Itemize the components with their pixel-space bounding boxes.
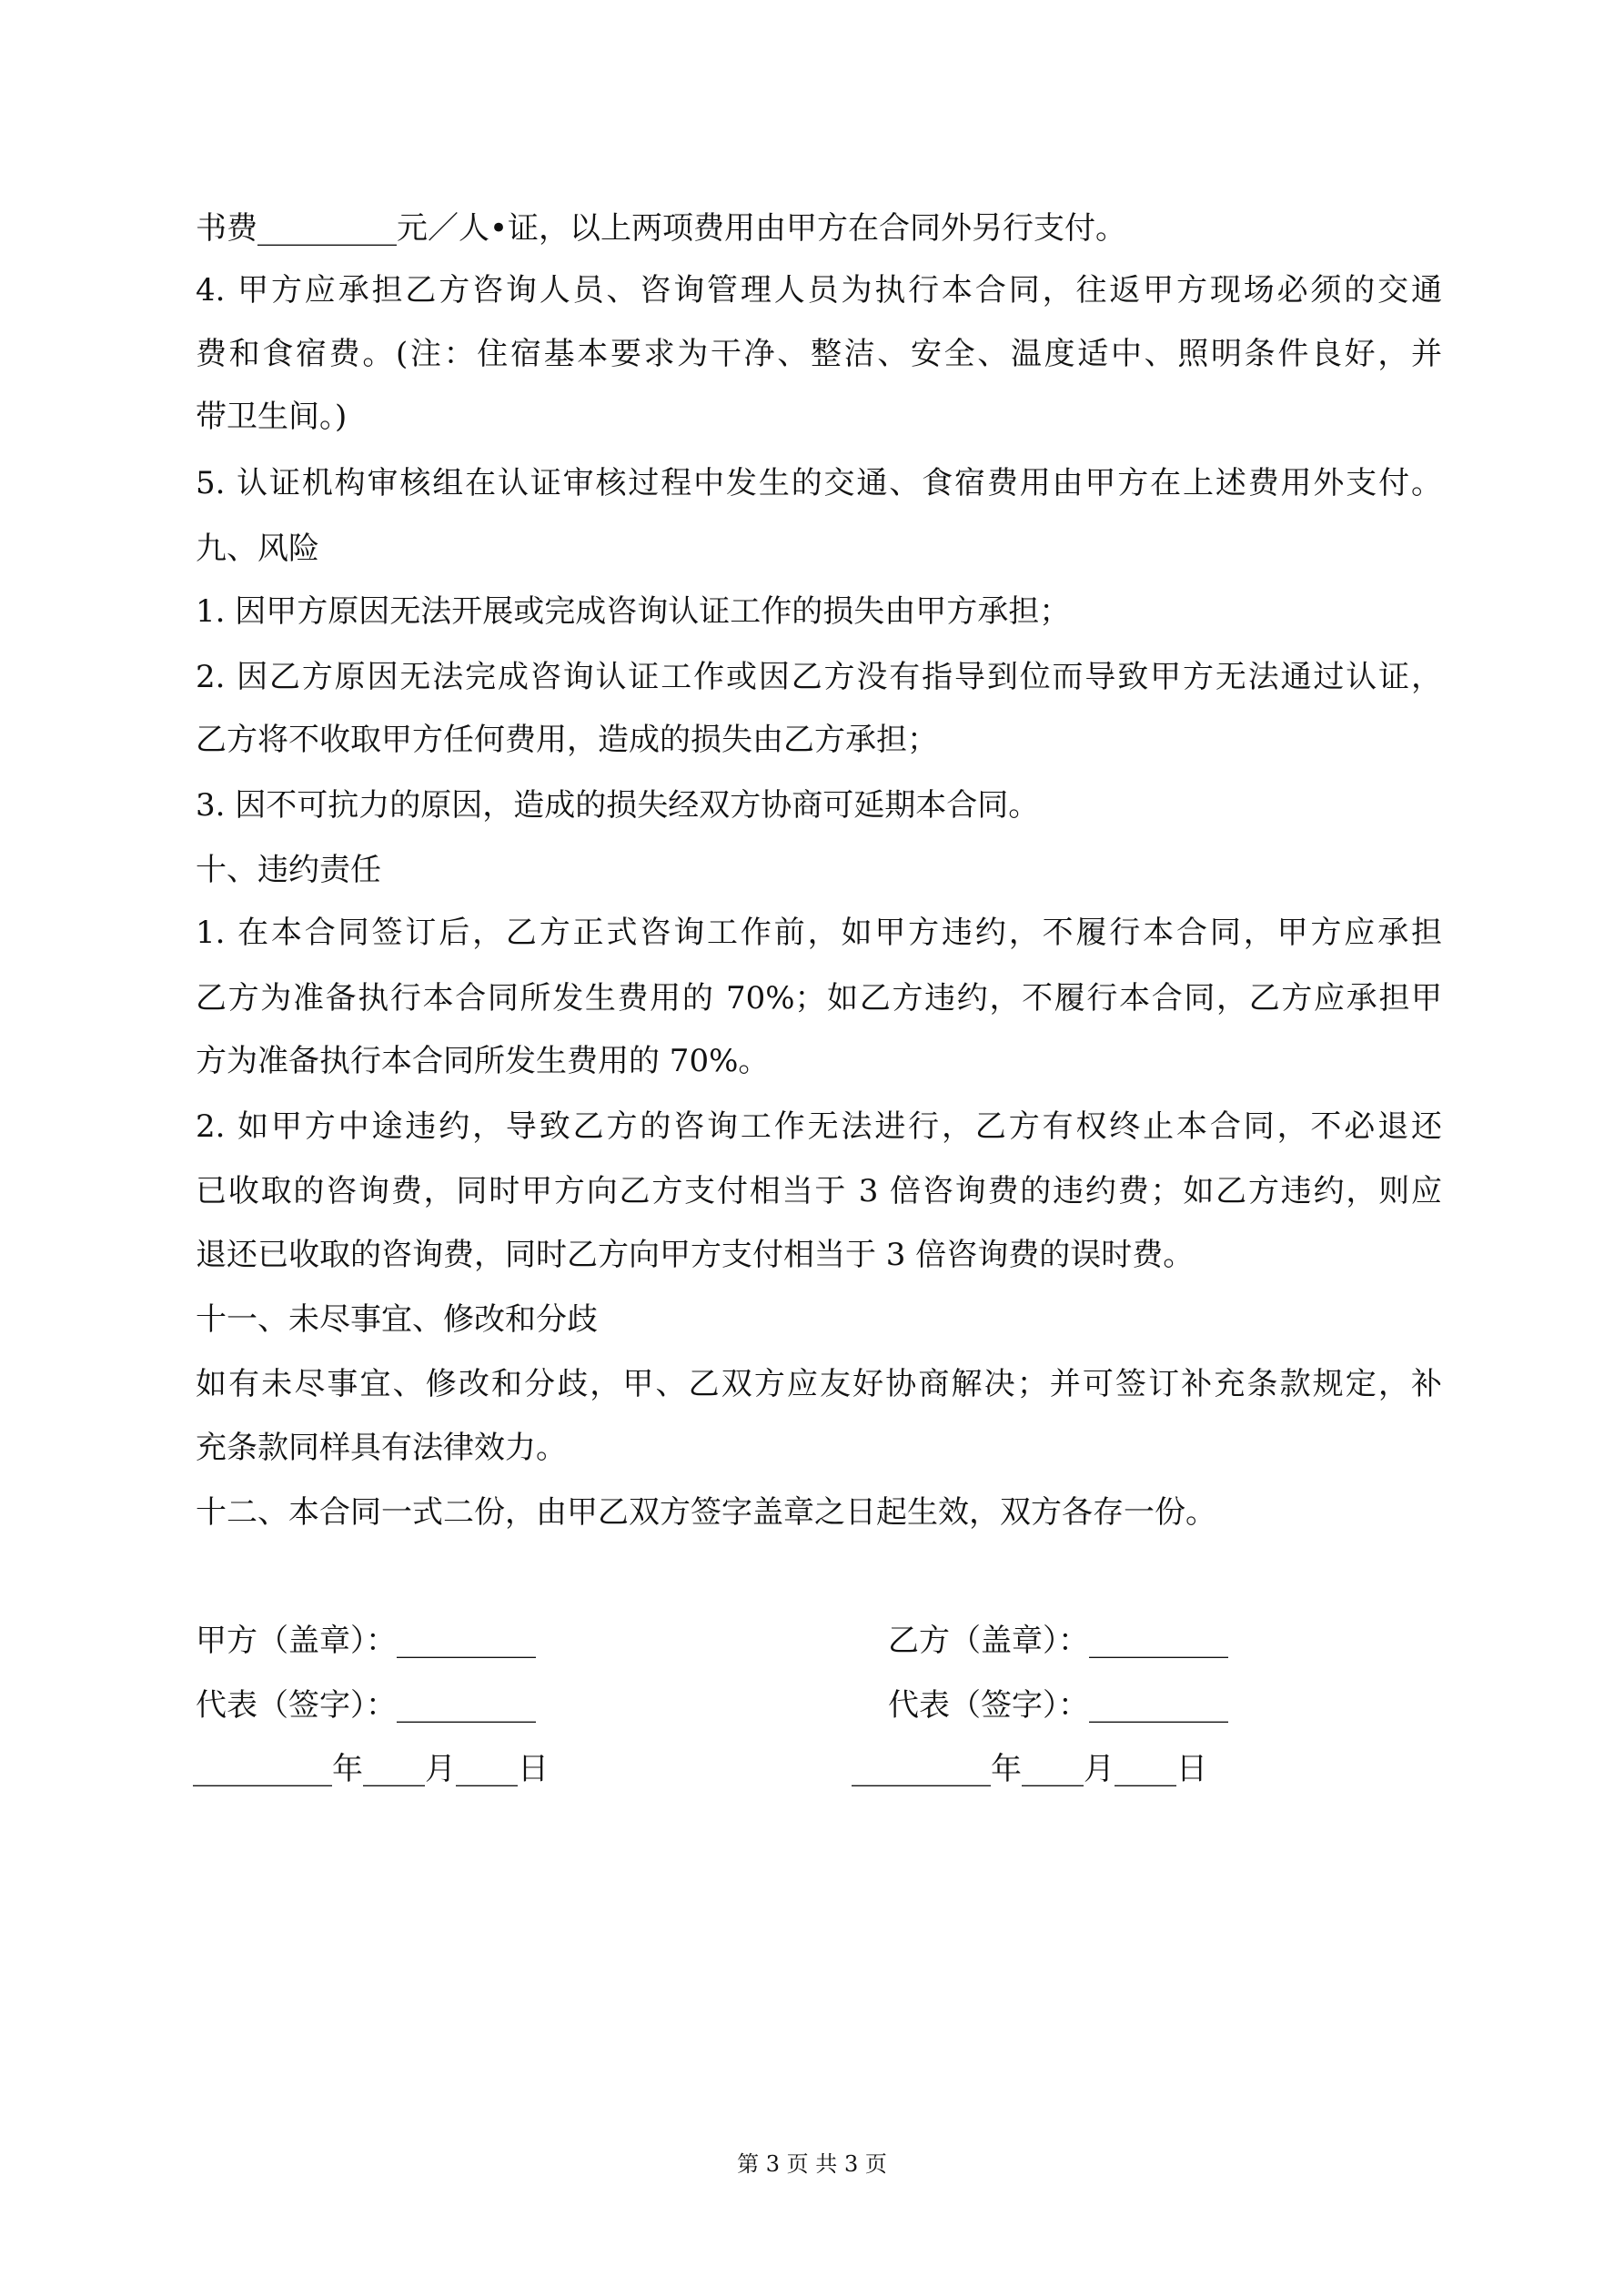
body-line: 乙方为准备执行本合同所发生费用的 70%；如乙方违约，不履行本合同，乙方应承担甲 [196,980,1442,1017]
body-line: 退还已收取的咨询费，同时乙方向甲方支付相当于 3 倍咨询费的误时费。 [196,1237,1195,1273]
body-line: 3. 因不可抗力的原因，造成的损失经双方协商可延期本合同。 [196,787,1040,824]
party-a-date-field: _________年____月____日 [193,1751,549,1787]
body-line: 2. 如甲方中途违约，导致乙方的咨询工作无法进行，乙方有权终止本合同，不必退还 [196,1108,1442,1145]
body-line: 如有未尽事宜、修改和分歧，甲、乙双方应友好协商解决；并可签订补充条款规定，补 [196,1366,1442,1402]
body-line: 充条款同样具有法律效力。 [196,1430,567,1466]
body-line: 乙方将不收取甲方任何费用，造成的损失由乙方承担； [196,722,938,758]
body-line: 2. 因乙方原因无法完成咨询认证工作或因乙方没有指导到位而导致甲方无法通过认证， [196,659,1442,695]
body-line: 1. 在本合同签订后，乙方正式咨询工作前，如甲方违约，不履行本合同，甲方应承担 [196,915,1442,951]
body-line: 4. 甲方应承担乙方咨询人员、咨询管理人员为执行本合同，往返甲方现场必须的交通 [196,272,1442,308]
page-number: 第 3 页 共 3 页 [737,2151,887,2177]
body-line: 书费_________元／人•证，以上两项费用由甲方在合同外另行支付。 [196,210,1127,247]
body-line: 1. 因甲方原因无法开展或完成咨询认证工作的损失由甲方承担； [196,593,1071,630]
body-line: 带卫生间。) [196,399,348,435]
body-line: 方为准备执行本合同所发生费用的 70%。 [196,1043,770,1079]
body-line: 已收取的咨询费，同时甲方向乙方支付相当于 3 倍咨询费的违约费；如乙方违约，则应 [196,1173,1442,1209]
section-heading: 九、风险 [196,531,319,567]
section-heading: 十一、未尽事宜、修改和分歧 [196,1301,598,1338]
section-heading: 十、违约责任 [196,852,381,888]
body-line: 费和食宿费。(注：住宿基本要求为干净、整洁、安全、温度适中、照明条件良好，并 [196,336,1442,372]
party-a-seal-field: 甲方（盖章）：_________ [196,1623,536,1659]
party-b-rep-field: 代表（签字）：_________ [888,1687,1228,1724]
party-b-date-field: _________年____月____日 [852,1751,1207,1787]
body-line: 5. 认证机构审核组在认证审核过程中发生的交通、食宿费用由甲方在上述费用外支付。 [196,465,1442,501]
party-b-seal-field: 乙方（盖章）：_________ [888,1623,1228,1659]
section-heading: 十二、本合同一式二份，由甲乙双方签字盖章之日起生效，双方各存一份。 [196,1494,1216,1531]
party-a-rep-field: 代表（签字）：_________ [196,1687,536,1724]
